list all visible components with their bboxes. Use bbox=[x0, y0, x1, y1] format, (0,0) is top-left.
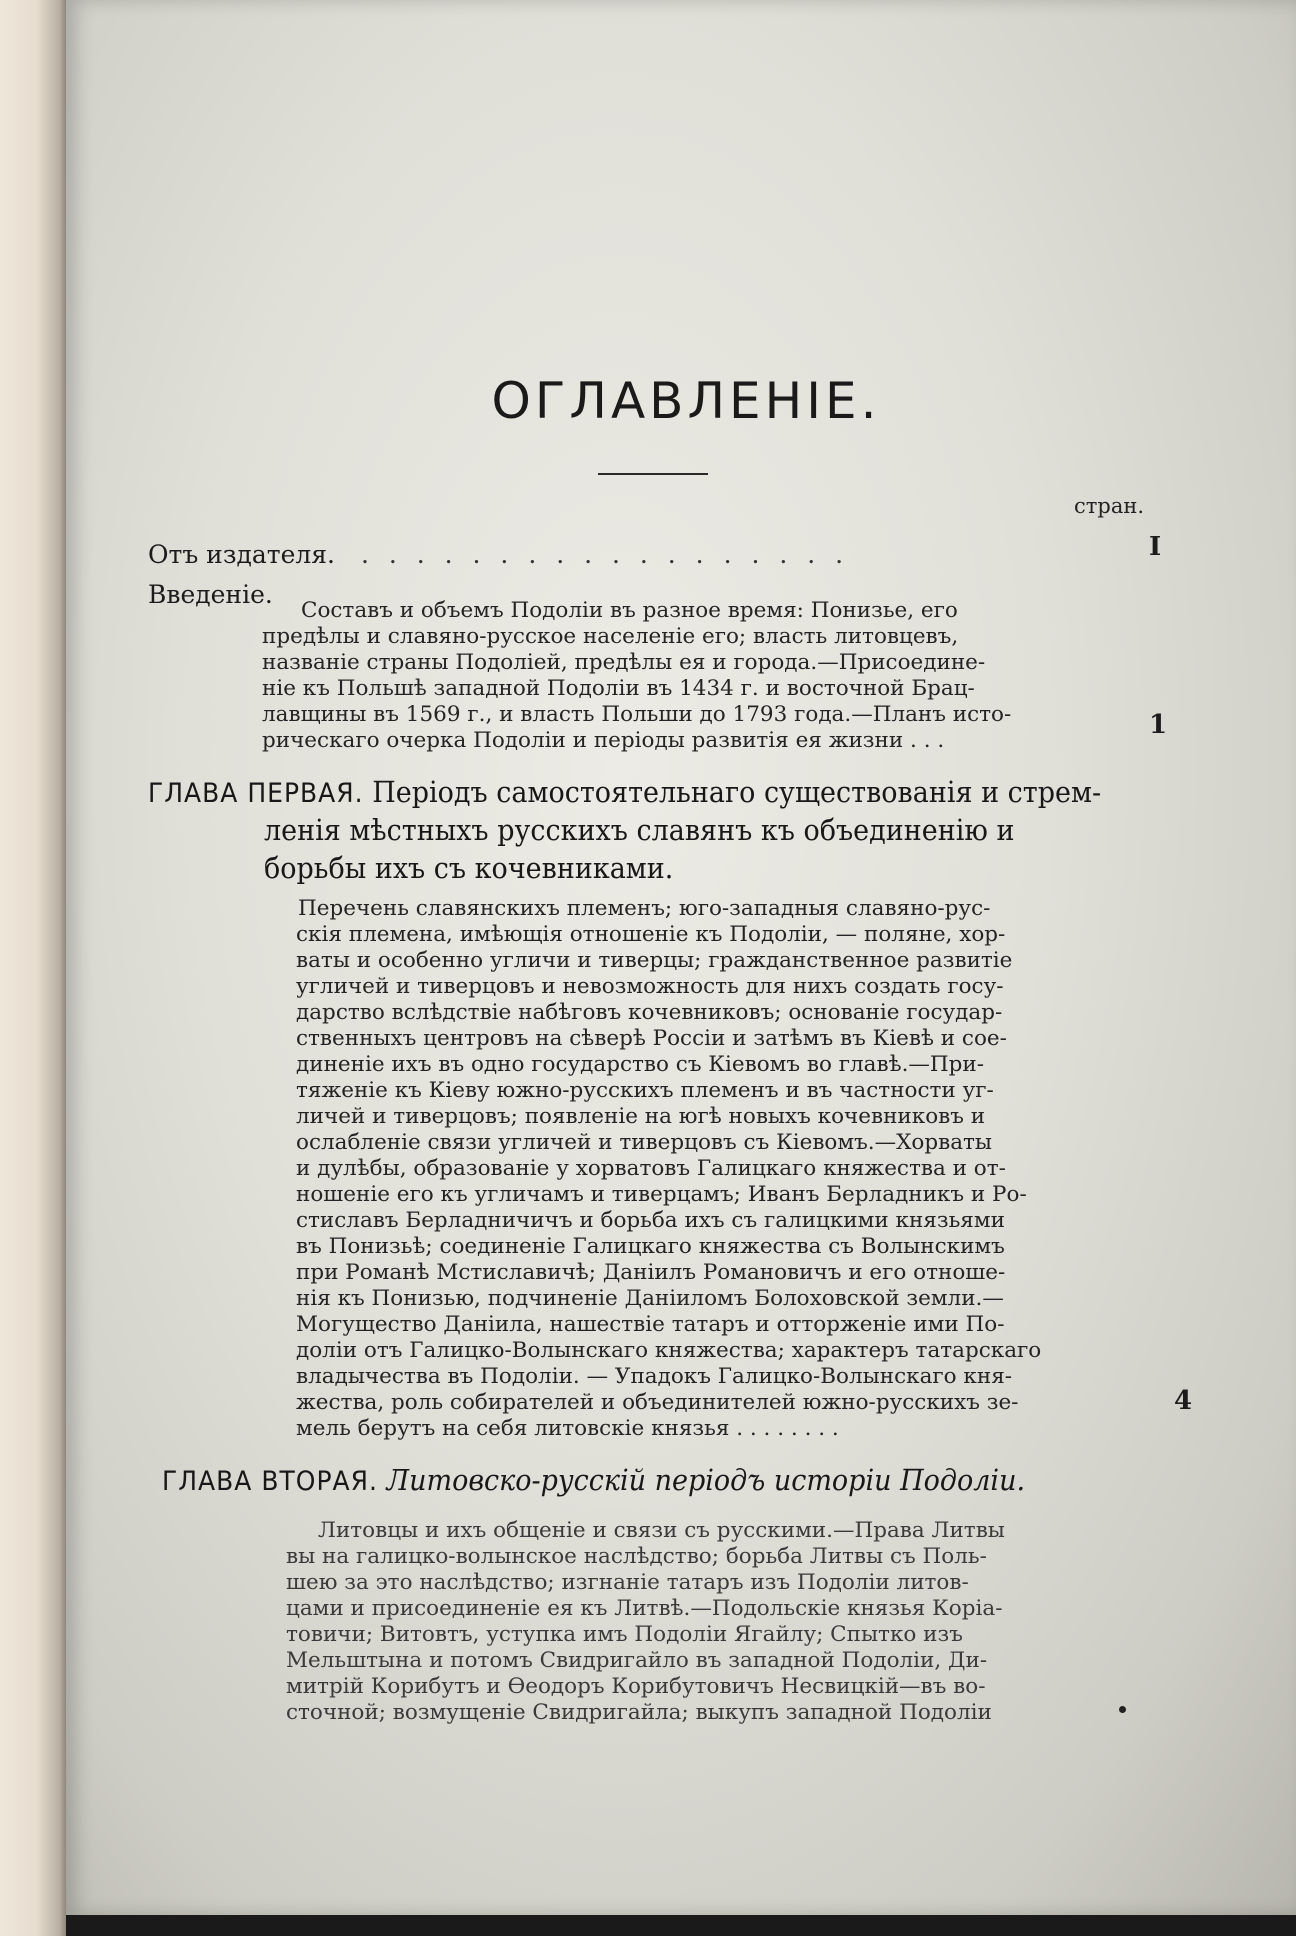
chapter-title: Литовско-русскій періодъ исторіи Подоліи. bbox=[386, 1464, 1026, 1498]
summary-line: сточной; возмущеніе Свидригайла; выкупъ западной Подоліи bbox=[286, 1700, 992, 1725]
summary-line: лавщины въ 1569 г., и власть Польши до 1793 года.—Планъ исто- bbox=[262, 702, 1012, 727]
summary-line: ственныхъ центровъ на сѣверѣ Россіи и затѣмъ въ Кіевѣ и сое- bbox=[296, 1026, 1007, 1051]
summary-line: Мельштына и потомъ Свидригайло въ западной Подоліи, Ди- bbox=[286, 1648, 988, 1673]
chapter-title: Періодъ самостоятельнаго существованія и стрем- bbox=[372, 776, 1102, 810]
page-title: ОГЛАВЛЕНІЕ. bbox=[491, 372, 881, 430]
chapter-label: ГЛАВА ВТОРАЯ. bbox=[162, 1465, 378, 1497]
chapter-label: ГЛАВА ПЕРВАЯ. bbox=[148, 777, 364, 809]
summary-line: доліи отъ Галицко-Волынскаго княжества; характеръ татарскаго bbox=[296, 1338, 1042, 1363]
summary-line: стиславъ Берладничичъ и борьба ихъ съ галицкими князьями bbox=[296, 1208, 1005, 1233]
summary-line: Литовцы и ихъ общеніе и связи съ русскими.—Права Литвы bbox=[318, 1518, 1005, 1543]
summary-line: ношеніе его къ угличамъ и тиверцамъ; Иванъ Берладникъ и Ро- bbox=[296, 1182, 1027, 1207]
summary-line: митрій Корибутъ и Ѳеодоръ Корибутовичъ Несвицкій—въ во- bbox=[286, 1674, 986, 1699]
summary-line: тяженіе къ Кіеву южно-русскихъ племенъ и въ частности уг- bbox=[296, 1078, 994, 1103]
book-page-edge bbox=[0, 0, 66, 1936]
book-page bbox=[66, 0, 1296, 1915]
summary-line: товичи; Витовтъ, уступка имъ Подоліи Ягайлу; Спытко изъ bbox=[286, 1622, 963, 1647]
summary-line: жества, роль собирателей и объединителей южно-русскихъ зе- bbox=[296, 1390, 1019, 1415]
table-of-contents bbox=[66, 0, 1296, 1915]
summary-line: нія къ Понизью, подчиненіе Даніиломъ Болоховской земли.— bbox=[296, 1286, 1004, 1311]
chapter-two-heading bbox=[162, 1464, 1025, 1497]
summary-line: диненіе ихъ въ одно государство съ Кіевомъ во главѣ.—При- bbox=[296, 1052, 985, 1077]
entry-introduction: Введеніе. bbox=[148, 580, 273, 609]
summary-line: мель берутъ на себя литовскіе князья . . . . . . . . bbox=[296, 1416, 839, 1441]
summary-line: и дулѣбы, образованіе у хорватовъ Галицкаго княжества и от- bbox=[296, 1156, 1006, 1181]
ink-dot bbox=[1119, 1706, 1126, 1713]
summary-line: ніе къ Польшѣ западной Подоліи въ 1434 г. и восточной Брац- bbox=[262, 676, 975, 701]
summary-line: шею за это наслѣдство; изгнаніе татаръ изъ Подоліи литов- bbox=[286, 1570, 969, 1595]
summary-line: владычества въ Подоліи. — Упадокъ Галицко-Волынскаго кня- bbox=[296, 1364, 1013, 1389]
title-rule bbox=[598, 473, 708, 475]
entry-page-number: I bbox=[1149, 532, 1162, 562]
table-shadow bbox=[66, 1915, 1296, 1936]
summary-line: цами и присоединеніе ея къ Литвѣ.—Подольскіе князья Коріа- bbox=[286, 1596, 1003, 1621]
summary-line: угличей и тиверцовъ и невозможность для нихъ создать госу- bbox=[296, 974, 1004, 999]
intro-page-number: 1 bbox=[1149, 710, 1168, 740]
chapter-heading-line bbox=[148, 776, 1101, 809]
entry-publisher bbox=[148, 540, 849, 569]
summary-line: названіе страны Подоліей, предѣлы ея и города.—Присоедине- bbox=[262, 650, 986, 675]
summary-line: ослабленіе связи угличей и тиверцовъ съ Кіевомъ.—Хорваты bbox=[296, 1130, 993, 1155]
summary-line: рическаго очерка Подоліи и періоды развитія ея жизни . . . bbox=[262, 728, 945, 753]
summary-line: предѣлы и славяно-русское населеніе его; власть литовцевъ, bbox=[262, 624, 959, 649]
summary-line: Могущество Даніила, нашествіе татаръ и отторженіе ими По- bbox=[296, 1312, 1005, 1337]
summary-line: ваты и особенно угличи и тиверцы; гражданственное развитіе bbox=[296, 948, 1013, 973]
summary-line: скія племена, имѣющія отношеніе къ Подоліи, — поляне, хор- bbox=[296, 922, 1006, 947]
page-column-label: стран. bbox=[1074, 494, 1145, 518]
leader-dots: . . . . . . . . . . . . . . . . . . bbox=[360, 540, 850, 569]
chapter-one-page-number: 4 bbox=[1174, 1386, 1193, 1416]
summary-line: Составъ и объемъ Подоліи въ разное время: Понизье, его bbox=[301, 598, 958, 623]
chapter-heading-line: борьбы ихъ съ кочевниками. bbox=[264, 852, 674, 886]
summary-line: при Романѣ Мстиславичѣ; Даніилъ Романовичъ и его отноше- bbox=[296, 1260, 1006, 1285]
summary-line: Перечень славянскихъ племенъ; юго-западныя славяно-рус- bbox=[298, 896, 991, 921]
chapter-heading-line: ленія мѣстныхъ русскихъ славянъ къ объединенію и bbox=[264, 814, 1015, 848]
summary-line: личей и тиверцовъ; появленіе на югѣ новыхъ кочевниковъ и bbox=[296, 1104, 986, 1129]
summary-line: въ Понизьѣ; соединеніе Галицкаго княжества съ Волынскимъ bbox=[296, 1234, 1005, 1259]
summary-line: вы на галицко-волынское наслѣдство; борьба Литвы съ Поль- bbox=[286, 1544, 987, 1569]
entry-label: Отъ издателя. bbox=[148, 540, 335, 569]
summary-line: дарство вслѣдствіе набѣговъ кочевниковъ; основаніе государ- bbox=[296, 1000, 1003, 1025]
